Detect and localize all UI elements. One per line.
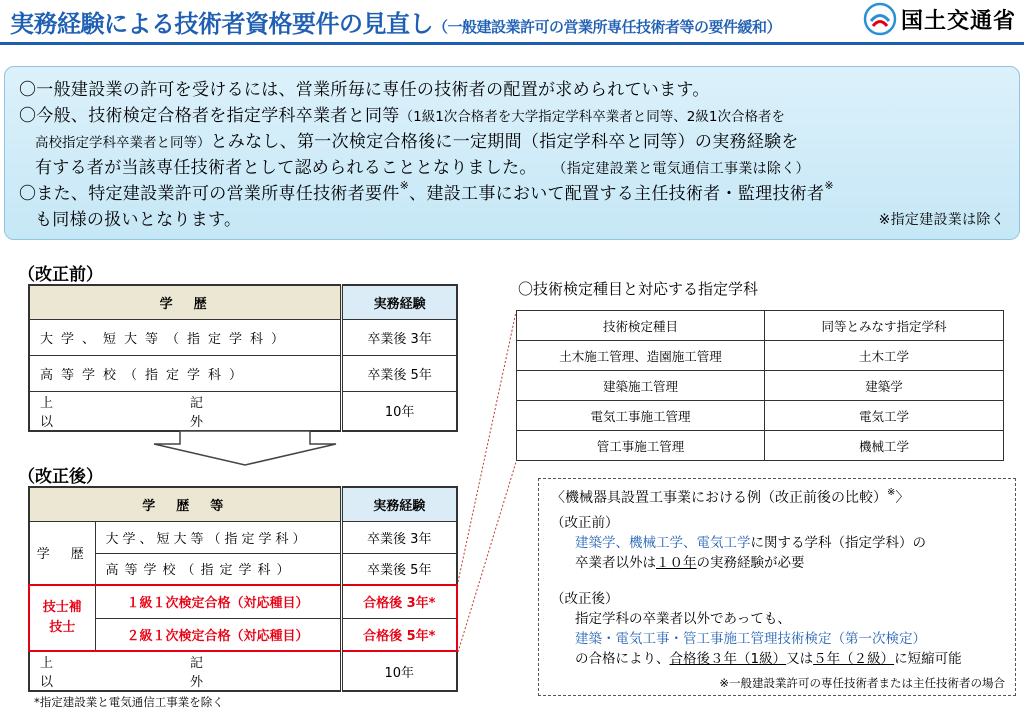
- summary-line-5: [19, 179, 834, 204]
- before-row-1-exp: 卒業後 3年: [342, 319, 457, 355]
- summary-line-5-mark1: ※: [399, 179, 410, 192]
- title-subtitle: （一般建設業許可の営業所専任技術者等の要件緩和）: [433, 18, 782, 36]
- table-row: [517, 431, 1004, 461]
- after-other-edu: 上 記 以 外: [29, 651, 341, 691]
- example-note: ※一般建設業許可の専任技術者または主任技術者の場合: [719, 676, 1005, 690]
- title-underline: [0, 42, 1024, 45]
- example-after-line1: 指定学科の卒業者以外であっても、: [575, 611, 791, 627]
- ministry-name: 国土交通省: [900, 8, 1016, 34]
- courses-title: 〇技術検定種目と対応する指定学科: [518, 280, 759, 298]
- mlit-emblem-icon: [863, 2, 897, 36]
- table-row: [517, 401, 1004, 431]
- example-title: [551, 487, 909, 507]
- after-group2-label: [29, 585, 95, 651]
- summary-line-5-main2: 、建設工事において配置する主任技術者・監理技術者: [409, 184, 825, 204]
- summary-line-4: [35, 153, 810, 178]
- example-after-line3-b: に短縮可能: [894, 651, 962, 667]
- after-group1-label: 学 歴: [29, 521, 95, 585]
- table-row: [29, 319, 457, 355]
- table-row: [29, 355, 457, 391]
- example-after-line3-u2: ５年（２級）: [813, 651, 895, 667]
- course-row-3-right: 電気工学: [765, 401, 1004, 431]
- after-g1-row-1-edu: 大学、短大等（指定学科）: [95, 521, 341, 553]
- summary-line-6-main: も同様の扱いとなります。: [35, 210, 242, 230]
- before-row-1-edu: 大学、短大等（指定学科）: [29, 319, 342, 355]
- before-header-edu: 学 歴: [29, 285, 342, 319]
- example-before-line2-u: １０年: [656, 555, 697, 571]
- before-row-2-edu: 高等学校（指定学科）: [29, 355, 342, 391]
- summary-line-4-note: （指定建設業と電気通信工事業は除く）: [552, 161, 810, 177]
- after-g2-row-2-edu: ２級１次検定合格（対応種目）: [95, 618, 341, 651]
- after-group2-label-line2: 技士: [49, 620, 76, 635]
- summary-line-5-mark2: ※: [824, 179, 834, 192]
- after-g2-row-1-exp: 合格後 3年*: [341, 585, 457, 618]
- summary-line-3-small: 高校指定学科卒業者と同等）: [35, 135, 211, 151]
- course-row-2-left: 建築施工管理: [517, 371, 765, 401]
- after-g1-row-1-exp: 卒業後 3年: [341, 521, 457, 553]
- courses-header-right: 同等とみなす指定学科: [765, 311, 1004, 341]
- after-label: （改正後）: [18, 467, 103, 487]
- courses-table: [516, 310, 1004, 461]
- summary-line-2-main: 〇今般、技術検定合格者を指定学科卒業者と同等: [19, 106, 400, 126]
- example-box: [538, 478, 1016, 696]
- example-before-line2: [575, 551, 805, 571]
- example-before-line1-blue: 建築学、機械工学、電気工学: [575, 535, 751, 551]
- after-group2-label-line1: 技士補: [42, 600, 82, 615]
- example-after-label: （改正後）: [551, 591, 619, 607]
- example-title-close: 〉: [895, 490, 910, 506]
- summary-line-3-main: とみなし、第一次検定合格後に一定期間（指定学科卒と同等）の実務経験を: [210, 132, 799, 152]
- page-title: [10, 4, 781, 39]
- table-row: [29, 585, 457, 618]
- title-main: 実務経験による技術者資格要件の見直し: [10, 10, 433, 38]
- course-row-3-left: 電気工事施工管理: [517, 401, 765, 431]
- example-after-line3-u1: 合格後３年（1級）: [669, 651, 787, 667]
- courses-header-left: 技術検定種目: [517, 311, 765, 341]
- example-before-label: （改正前）: [551, 515, 619, 531]
- summary-line-6-note: ※指定建設業は除く: [878, 212, 1005, 228]
- after-other-exp: 10年: [341, 651, 457, 691]
- summary-box: [4, 66, 1020, 240]
- example-after-line2: 建築・電気工事・管工事施工管理技術検定（第一次検定）: [575, 631, 926, 647]
- before-row-3-edu: 上 記 以 外: [29, 391, 342, 431]
- example-title-mark: ※: [887, 487, 896, 498]
- summary-line-1: 〇一般建設業の許可を受けるには、営業所毎に専任の技術者の配置が求められています。: [19, 80, 710, 100]
- summary-line-2-small: （1級1次合格者を大学指定学科卒業者と同等、2級1次合格者を: [399, 109, 785, 125]
- example-after-line3-a: の合格により、: [575, 651, 670, 667]
- header: [0, 0, 1024, 52]
- after-g2-row-2-exp: 合格後 5年*: [341, 618, 457, 651]
- summary-line-5-main: 〇また、特定建設業許可の営業所専任技術者要件: [19, 184, 400, 204]
- ministry-logo: [863, 2, 1016, 36]
- after-g1-row-2-edu: 高等学校（指定学科）: [95, 553, 341, 585]
- footnote: *指定建設業と電気通信工事業を除く: [34, 695, 224, 709]
- table-row: [517, 311, 1004, 341]
- table-row: [517, 341, 1004, 371]
- course-row-1-left: 土木施工管理、造園施工管理: [517, 341, 765, 371]
- example-before-line1: [575, 531, 926, 551]
- before-table: [28, 284, 458, 432]
- summary-line-3: [35, 127, 799, 152]
- example-before-line2-b: の実務経験が必要: [696, 555, 805, 571]
- example-title-text: 〈機械器具設置工事業における例（改正前後の比較）: [551, 490, 887, 506]
- down-arrow-icon: [150, 430, 340, 466]
- example-after-line3: [575, 647, 962, 667]
- course-row-1-right: 土木工学: [765, 341, 1004, 371]
- table-row: [517, 371, 1004, 401]
- after-header-edu: 学 歴 等: [29, 487, 341, 521]
- before-label: （改正前）: [18, 265, 103, 285]
- after-g2-row-1-edu: １級１次検定合格（対応種目）: [95, 585, 341, 618]
- after-header-exp: 実務経験: [341, 487, 457, 521]
- course-row-2-right: 建築学: [765, 371, 1004, 401]
- summary-line-4-main: 有する者が当該専任技術者として認められることとなりました。: [35, 158, 537, 178]
- course-row-4-left: 管工事施工管理: [517, 431, 765, 461]
- summary-line-2: [19, 101, 785, 126]
- after-table: [28, 486, 458, 692]
- example-before-line2-a: 卒業者以外は: [575, 555, 656, 571]
- before-header-exp: 実務経験: [342, 285, 457, 319]
- after-g1-row-2-exp: 卒業後 5年: [341, 553, 457, 585]
- table-row: [29, 521, 457, 553]
- table-row: [29, 651, 457, 691]
- before-row-2-exp: 卒業後 5年: [342, 355, 457, 391]
- before-row-3-exp: 10年: [342, 391, 457, 431]
- table-row: [29, 391, 457, 431]
- course-row-4-right: 機械工学: [765, 431, 1004, 461]
- example-before-line1-rest: に関する学科（指定学科）の: [750, 535, 926, 551]
- example-after-line3-mid: 又は: [786, 651, 814, 667]
